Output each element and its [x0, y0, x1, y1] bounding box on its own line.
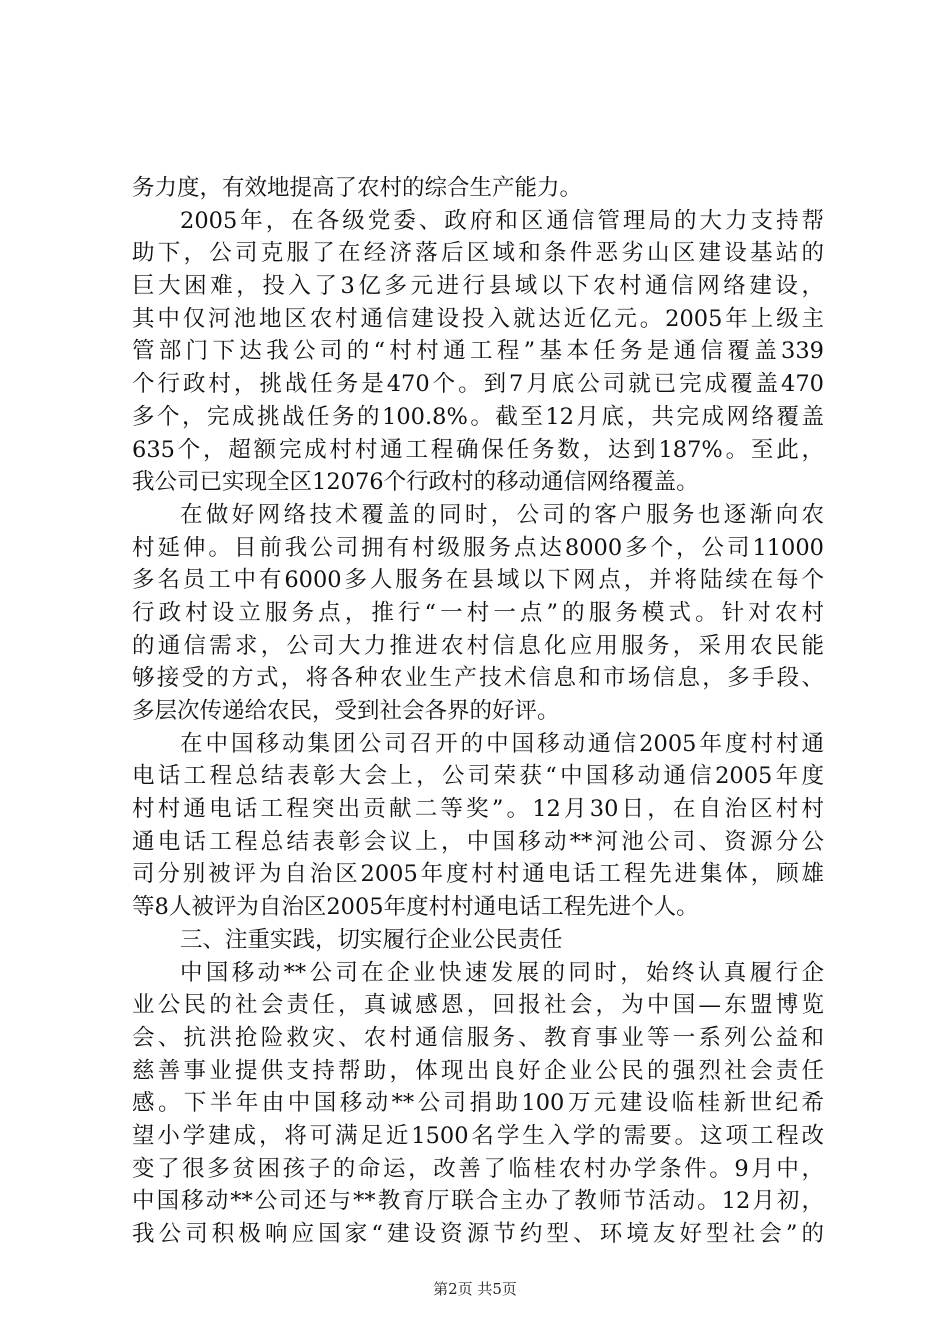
text-line: 司分别被评为自治区2005年度村村通电话工程先进集体，顾雄: [132, 861, 824, 888]
text-line: 的通信需求，公司大力推进农村信息化应用服务，采用农民能: [132, 632, 824, 659]
text-line: 业公民的社会责任，真诚感恩，回报社会，为中国—东盟博览: [132, 992, 824, 1019]
text-line: 多名员工中有6000多人服务在县域以下网点，并将陆续在每个: [132, 567, 824, 594]
text-line: 够接受的方式，将各种农业生产技术信息和市场信息，多手段、: [132, 665, 824, 692]
text-line: 村延伸。目前我公司拥有村级服务点达8000多个，公司11000: [132, 534, 824, 561]
text-line: 在中国移动集团公司召开的中国移动通信2005年度村村通: [180, 730, 824, 757]
text-line: 635个，超额完成村村通工程确保任务数，达到187%。至此，: [132, 436, 824, 463]
text-line: 感。下半年由中国移动**公司捐助100万元建设临桂新世纪希: [132, 1090, 824, 1117]
text-line: 通电话工程总结表彰会议上，中国移动**河池公司、资源分公: [132, 828, 824, 855]
document-body: [132, 172, 824, 1251]
text-line: 巨大困难，投入了3亿多元进行县域以下农村通信网络建设，: [132, 273, 824, 300]
text-line: 在做好网络技术覆盖的同时，公司的客户服务也逐渐向农: [180, 501, 824, 528]
page-number-footer: 第2页 共5页: [433, 1280, 517, 1298]
text-line: 等8人被评为自治区2005年度村村通电话工程先进个人。: [132, 894, 699, 921]
text-line: 务力度，有效地提高了农村的综合生产能力。: [132, 175, 583, 201]
text-line: 助下，公司克服了在经济落后区域和条件恶劣山区建设基站的: [132, 240, 824, 267]
text-line: 我公司已实现全区12076个行政村的移动通信网络覆盖。: [132, 469, 699, 496]
text-line: 变了很多贫困孩子的命运，改善了临桂农村办学条件。9月中，: [132, 1155, 824, 1182]
text-line: 中国移动**公司在企业快速发展的同时，始终认真履行企: [180, 959, 824, 986]
text-line: 我公司积极响应国家“建设资源节约型、环境友好型社会”的: [132, 1221, 824, 1247]
text-line: 会、抗洪抢险救灾、农村通信服务、教育事业等一系列公益和: [132, 1024, 824, 1051]
text-line: 多层次传递给农民，受到社会各界的好评。: [132, 698, 560, 724]
text-line: 行政村设立服务点，推行“一村一点”的服务模式。针对农村: [132, 599, 824, 626]
text-line: 其中仅河池地区农村通信建设投入就达近亿元。2005年上级主: [132, 305, 824, 332]
text-line: 多个，完成挑战任务的100.8%。截至12月底，共完成网络覆盖: [132, 403, 824, 430]
text-line: 管部门下达我公司的“村村通工程”基本任务是通信覆盖339: [132, 338, 824, 365]
text-line: 中国移动**公司还与**教育厅联合主办了教师节活动。12月初，: [132, 1188, 824, 1215]
text-line: 2005年，在各级党委、政府和区通信管理局的大力支持帮: [180, 207, 824, 234]
text-line: 村村通电话工程突出贡献二等奖”。12月30日，在自治区村村: [132, 796, 824, 823]
text-line: 电话工程总结表彰大会上，公司荣获“中国移动通信2005年度: [132, 763, 824, 790]
text-line: 慈善事业提供支持帮助，体现出良好企业公民的强烈社会责任: [132, 1057, 824, 1084]
section-heading: 三、注重实践，切实履行企业公民责任: [180, 926, 563, 953]
text-line: 望小学建成，将可满足近1500名学生入学的需要。这项工程改: [132, 1122, 824, 1149]
text-line: 个行政村，挑战任务是470个。到7月底公司就已完成覆盖470: [132, 371, 824, 398]
